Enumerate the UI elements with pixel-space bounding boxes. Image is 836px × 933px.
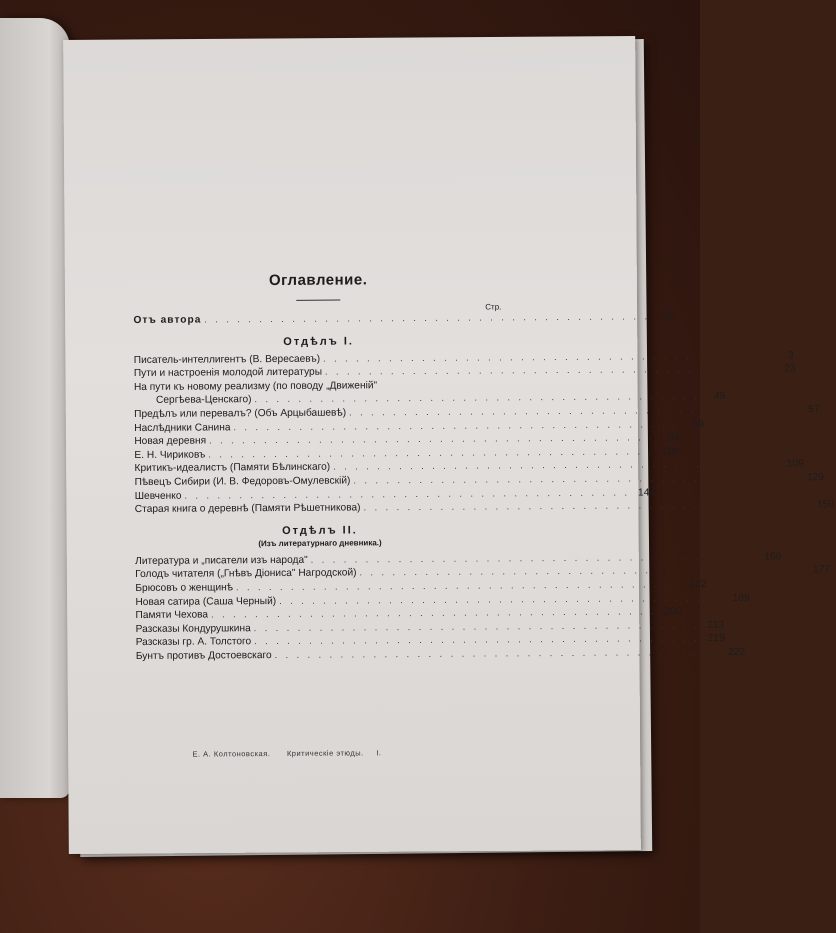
- page-column-header: Стр.: [485, 302, 502, 312]
- entry-label: Предѣлъ или перевалъ? (Объ Арцыбашевѣ): [134, 407, 347, 420]
- entry-label: Пути и настроенія молодой литературы: [133, 366, 323, 380]
- leader-dots: [364, 498, 810, 515]
- left-book-page: [0, 18, 70, 798]
- entry-page: 219: [707, 633, 725, 645]
- entry-label: Старая книга о деревнѣ (Памяти Рѣшетникова): [134, 502, 361, 516]
- entry-label: Бунтъ противъ Достоевскаго: [135, 649, 272, 662]
- entry-page: 57: [808, 404, 820, 416]
- entry-label: Сергѣева-Ценскаго): [155, 394, 252, 407]
- entry-page: 144: [637, 486, 656, 499]
- toc-entry: [135, 646, 746, 663]
- toc-entry: [134, 499, 835, 517]
- entry-page: 177: [813, 564, 831, 576]
- footer-author: Е. А. Колтоновская.: [192, 749, 271, 759]
- entry-label: Шевченко: [134, 490, 182, 502]
- entry-page: 84: [668, 432, 680, 444]
- entry-page: 3: [787, 349, 794, 362]
- entry-label: Разсказы Кондурушкина: [135, 622, 251, 635]
- entry-page: 159: [817, 499, 835, 511]
- entry-page: 222: [728, 646, 746, 658]
- entry-label: На пути къ новому реализму (по поводу „Движеній": [133, 380, 378, 393]
- table-of-contents: [133, 252, 835, 759]
- toc-entry-foreword: [133, 311, 675, 327]
- entry-page: 182: [689, 578, 707, 591]
- entry-page: VII: [662, 311, 675, 323]
- entry-label: Критикъ-идеалистъ (Памяти Бѣлинскаго): [134, 461, 331, 475]
- footer-sheet: I.: [376, 748, 382, 758]
- entry-label: Е. Н. Чириковъ: [134, 449, 206, 461]
- entry-page: 69: [692, 418, 705, 430]
- entry-page: 169: [764, 551, 782, 563]
- entry-label: Разсказы гр. А. Толстого: [135, 636, 252, 649]
- entry-page: 49: [713, 391, 726, 403]
- section-heading-2: Отдѣлъ II.: [282, 524, 358, 537]
- leader-dots: [325, 363, 771, 380]
- entry-label: Новая деревня: [134, 435, 207, 448]
- entry-label: Голодъ читателя („Гнѣвъ Діониса" Нагродской): [135, 567, 357, 581]
- entry-page: 189: [732, 592, 750, 604]
- entry-label: Брюсовъ о женщинѣ: [135, 582, 234, 594]
- section-heading-1: Отдѣлъ I.: [283, 335, 354, 348]
- entry-label: Писатель-интеллигентъ (В. Вересаевъ): [133, 353, 321, 366]
- entry-page: 129: [806, 472, 824, 484]
- entry-page: 109: [786, 458, 804, 470]
- entry-label: Новая сатира (Саша Черный): [135, 595, 277, 608]
- entry-label: Памяти Чехова: [135, 609, 209, 622]
- entry-page: 200: [664, 606, 682, 618]
- section-1-entries: [133, 349, 835, 517]
- page-title: Оглавление.: [268, 271, 368, 290]
- footer-book: Критическіе этюды.: [286, 748, 364, 758]
- section-2-entries: [135, 551, 831, 663]
- entry-page: 100: [661, 445, 679, 458]
- entry-page: 213: [707, 619, 725, 631]
- entry-label: Наслѣдники Санина: [134, 421, 231, 434]
- title-divider: [296, 300, 340, 301]
- entry-page: 23: [784, 363, 796, 375]
- section-subheading-2: (Изъ литературнаго дневника.): [258, 537, 382, 548]
- entry-label: Пѣвецъ Сибири (И. В. Федоровъ-Омулевскій): [134, 475, 351, 488]
- entry-label: Литература и „писатели изъ народа": [135, 554, 308, 567]
- entry-label: Отъ автора: [133, 314, 202, 326]
